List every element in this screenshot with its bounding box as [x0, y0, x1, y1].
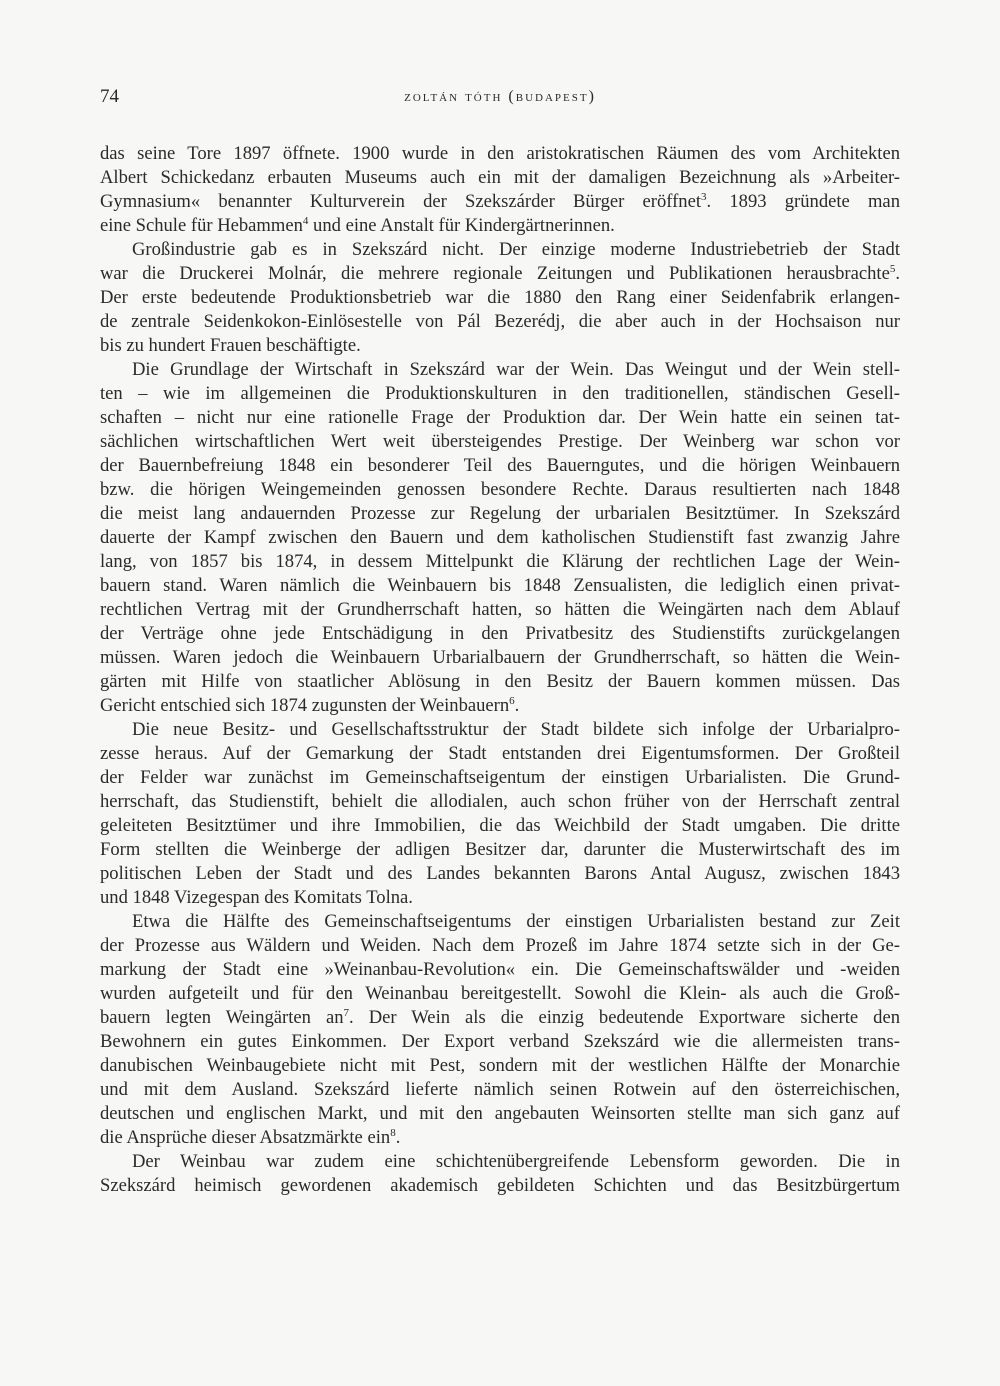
- paragraph: [100, 1006, 900, 1030]
- text-line: wurden aufgeteilt und für den Weinanbau bereitgestellt. Sowohl die Klein- als auch die Groß-: [100, 983, 900, 1004]
- text-line: sächlichen wirtschaftlichen Wert weit übersteigendes Prestige. Der Weinberg war schon vor: [100, 431, 900, 452]
- footnote-marker: 8: [390, 1127, 396, 1139]
- paragraph: [100, 430, 900, 454]
- paragraph: [100, 790, 900, 814]
- running-head: [100, 86, 900, 116]
- paragraph: [100, 526, 900, 550]
- text-line: markung der Stadt eine »Weinanbau-Revolution« ein. Die Gemeinschaftswälder und -weiden: [100, 959, 900, 980]
- text-line: .: [395, 1127, 401, 1148]
- text-line: bzw. die hörigen Weingemeinden genossen besondere Rechte. Daraus resultierten nach 1848: [100, 479, 900, 500]
- paragraph: [100, 886, 900, 910]
- text-line: rechtlichen Vertrag mit der Grundherrschaft hatten, so hätten die Weingärten nach dem Ablauf: [100, 599, 900, 620]
- paragraph: [100, 982, 900, 1006]
- paragraph: [100, 310, 900, 334]
- text-line: bauern legten Weingärten an: [100, 1007, 344, 1028]
- footnote-marker: 6: [509, 695, 515, 707]
- text-line: Der erste bedeutende Produktionsbetrieb war die 1880 den Rang einer Seidenfabrik erlangen-: [100, 287, 900, 308]
- text-line: der Prozesse aus Wäldern und Weiden. Nach dem Prozeß im Jahre 1874 setzte sich in der Ge-: [100, 935, 900, 956]
- body-text: [100, 142, 900, 1198]
- paragraph: [100, 934, 900, 958]
- footnote-marker: 7: [343, 1007, 350, 1019]
- text-line: eine Schule für Hebammen: [100, 215, 303, 236]
- paragraph: [100, 910, 900, 934]
- running-title: zoltán tóth (budapest): [404, 88, 596, 105]
- text-line: dauerte der Kampf zwischen den Bauern und dem katholischen Studienstift fast zwanzig Jahre: [100, 527, 900, 548]
- text-line: Form stellten die Weinberge der adligen Besitzer dar, darunter die Musterwirtschaft des im: [100, 839, 900, 860]
- text-line: Szekszárd heimisch gewordenen akademisch gebildeten Schichten und das Besitzbürgertum: [100, 1175, 900, 1196]
- paragraph: [100, 142, 900, 166]
- text-line: und eine Anstalt für Kindergärtnerinnen.: [308, 215, 615, 236]
- paragraph: [100, 574, 900, 598]
- paragraph: [100, 406, 900, 430]
- footnote-marker: 3: [701, 191, 707, 203]
- text-line: Albert Schickedanz erbauten Museums auch ein mit der damaligen Bezeichnung als »Arbeiter-: [100, 167, 900, 188]
- text-line: Die Grundlage der Wirtschaft in Szekszárd war der Wein. Das Weingut und der Wein stell-: [132, 359, 900, 380]
- paragraph: [100, 238, 900, 262]
- paragraph: [100, 478, 900, 502]
- text-line: Die neue Besitz- und Gesellschaftsstruktur der Stadt bildete sich infolge der Urbarialpro-: [132, 719, 900, 740]
- text-line: de zentrale Seidenkokon-Einlösestelle von Pál Bezerédj, die aber auch in der Hochsaison nur: [100, 311, 900, 332]
- text-line: bis zu hundert Frauen beschäftigte.: [100, 335, 361, 356]
- text-line: Der Weinbau war zudem eine schichtenübergreifende Lebensform geworden. Die in: [132, 1151, 900, 1172]
- paragraph: [100, 670, 900, 694]
- text-line: . Der Wein als die einzig bedeutende Exportware sicherte den: [349, 1007, 901, 1028]
- page-number: 74: [100, 86, 119, 107]
- footnote-marker: 5: [889, 263, 896, 275]
- text-line: bauern stand. Waren nämlich die Weinbauern bis 1848 Zensualisten, die lediglich einen privat-: [100, 575, 900, 596]
- text-line: .: [895, 263, 900, 284]
- text-line: herrschaft, das Studienstift, behielt die allodialen, auch schon früher von der Herrschaft zentral: [100, 791, 900, 812]
- text-line: schaften – nicht nur eine rationelle Frage der Produktion dar. Der Wein hatte ein seinen tat-: [100, 407, 900, 428]
- text-line: gärten mit Hilfe von staatlicher Ablösung in den Besitz der Bauern kommen müssen. Das: [100, 671, 900, 692]
- paragraph: [100, 646, 900, 670]
- text-line: ten – wie im allgemeinen die Produktionskulturen in den traditionellen, ständischen Gesell-: [100, 383, 900, 404]
- text-line: das seine Tore 1897 öffnete. 1900 wurde in den aristokratischen Räumen des vom Architekten: [100, 143, 900, 164]
- text-line: politischen Leben der Stadt und des Landes bekannten Barons Antal Augusz, zwischen 1843: [100, 863, 900, 884]
- text-line: lang, von 1857 bis 1874, in dessem Mittelpunkt die Klärung der rechtlichen Lage der Wein-: [100, 551, 900, 572]
- paragraph: [100, 358, 900, 382]
- paragraph: [100, 1150, 900, 1174]
- text-line: Gymnasium« benannter Kulturverein der Szekszárder Bürger eröffnet: [100, 191, 702, 212]
- text-line: und mit dem Ausland. Szekszárd lieferte nämlich seinen Rotwein auf den österreichischen,: [100, 1079, 900, 1100]
- text-line: geleiteten Besitztümer und ihre Immobilien, die das Weichbild der Stadt umgaben. Die dritte: [100, 815, 900, 836]
- paragraph: [100, 382, 900, 406]
- text-line: war die Druckerei Molnár, die mehrere regionale Zeitungen und Publikationen herausbrachte: [100, 263, 890, 284]
- paragraph: [100, 622, 900, 646]
- text-line: . 1893 gründete man: [706, 191, 900, 212]
- paragraph: [100, 838, 900, 862]
- paragraph: [100, 190, 900, 214]
- text-line: der Verträge ohne jede Entschädigung in den Privatbesitz des Studienstifts zurückgelangen: [100, 623, 900, 644]
- paragraph: [100, 1078, 900, 1102]
- paragraph: [100, 1174, 900, 1198]
- text-line: müssen. Waren jedoch die Weinbauern Urbarialbauern der Grundherrschaft, so hätten die Wein-: [100, 647, 900, 668]
- paragraph: [100, 1102, 900, 1126]
- paragraph: [100, 334, 900, 358]
- paragraph: [100, 1054, 900, 1078]
- paragraph: [100, 550, 900, 574]
- text-line: die Ansprüche dieser Absatzmärkte ein: [100, 1127, 391, 1148]
- paragraph: [100, 286, 900, 310]
- text-line: Etwa die Hälfte des Gemeinschaftseigentums der einstigen Urbarialisten bestand zur Zeit: [132, 911, 900, 932]
- paragraph: [100, 214, 900, 238]
- paragraph: [100, 262, 900, 286]
- text-line: Bewohnern ein gutes Einkommen. Der Export verband Szekszárd wie die allermeisten trans-: [100, 1031, 900, 1052]
- text-line: Gericht entschied sich 1874 zugunsten der Weinbauern: [100, 695, 510, 716]
- text-line: der Felder war zunächst im Gemeinschaftseigentum der einstigen Urbarialisten. Die Grund-: [100, 767, 900, 788]
- paragraph: [100, 718, 900, 742]
- paragraph: [100, 766, 900, 790]
- text-line: deutschen und englischen Markt, und mit den angebauten Weinsorten stellte man sich ganz auf: [100, 1103, 900, 1124]
- paragraph: [100, 814, 900, 838]
- paragraph: [100, 1030, 900, 1054]
- paragraph: [100, 958, 900, 982]
- paragraph: [100, 1126, 900, 1150]
- paragraph: [100, 742, 900, 766]
- text-line: danubischen Weinbaugebiete nicht mit Pest, sondern mit der westlichen Hälfte der Monarchie: [100, 1055, 900, 1076]
- text-line: Großindustrie gab es in Szekszárd nicht. Der einzige moderne Industriebetrieb der Stadt: [132, 239, 900, 260]
- paragraph: [100, 502, 900, 526]
- paragraph: [100, 166, 900, 190]
- text-line: und 1848 Vizegespan des Komitats Tolna.: [100, 887, 413, 908]
- footnote-marker: 4: [302, 215, 309, 227]
- paragraph: [100, 694, 900, 718]
- paragraph: [100, 598, 900, 622]
- text-line: .: [514, 695, 520, 716]
- text-line: die meist lang andauernden Prozesse zur Regelung der urbarialen Besitztümer. In Szekszárd: [100, 503, 900, 524]
- paragraph: [100, 454, 900, 478]
- paragraph: [100, 862, 900, 886]
- text-line: zesse heraus. Auf der Gemarkung der Stadt entstanden drei Eigentumsformen. Der Großteil: [100, 743, 900, 764]
- text-line: der Bauernbefreiung 1848 ein besonderer Teil des Bauerngutes, und die hörigen Weinbauern: [100, 455, 900, 476]
